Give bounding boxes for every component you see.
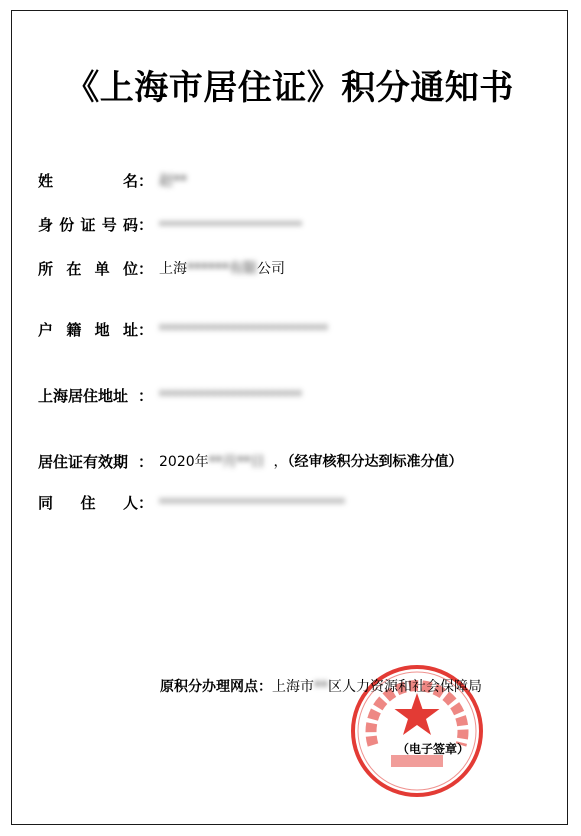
field-label-cohabitant: 同 住 人 bbox=[38, 494, 138, 512]
field-label-id-number: 身 份 证 号 码 bbox=[38, 216, 138, 234]
field-label-household-address: 户 籍 地 址 bbox=[38, 321, 138, 339]
electronic-seal-caption: （电子签章） bbox=[397, 742, 470, 756]
field-colon: ： bbox=[138, 172, 154, 190]
field-label-employer: 所 在 单 位 bbox=[38, 260, 138, 278]
field-value-employer: 上海******有限公司 bbox=[159, 261, 285, 277]
issuing-office-label: 原积分办理网点： bbox=[160, 679, 272, 695]
field-label-validity: 居住证有效期 bbox=[38, 453, 129, 471]
field-value-household-address: ************************** bbox=[159, 323, 328, 338]
field-colon: ： bbox=[138, 260, 154, 278]
issuing-office bbox=[160, 676, 482, 698]
issuing-office-value: 上海市**区人力资源和社会保障局 bbox=[272, 679, 482, 695]
document-title: 《上海市居住证》积分通知书 bbox=[65, 68, 514, 108]
field-value-id-number: ************************** bbox=[159, 219, 302, 232]
field-colon: ： bbox=[138, 453, 154, 471]
field-label-name: 姓 名 bbox=[38, 172, 138, 190]
field-colon: ： bbox=[138, 216, 154, 234]
field-value-validity: 2020年**月**日 ，（经审核积分达到标准分值） bbox=[159, 454, 463, 470]
field-value-shanghai-address: ********************** bbox=[159, 389, 302, 404]
field-value-cohabitant: ******************************* bbox=[159, 496, 345, 510]
field-colon: ： bbox=[138, 387, 154, 405]
validity-note: （经审核积分达到标准分值） bbox=[287, 454, 463, 470]
field-value-name: 赵** bbox=[159, 173, 187, 189]
field-colon: ： bbox=[138, 494, 154, 512]
field-colon: ： bbox=[138, 321, 154, 339]
field-label-shanghai-address: 上海居住地址 bbox=[38, 387, 129, 405]
